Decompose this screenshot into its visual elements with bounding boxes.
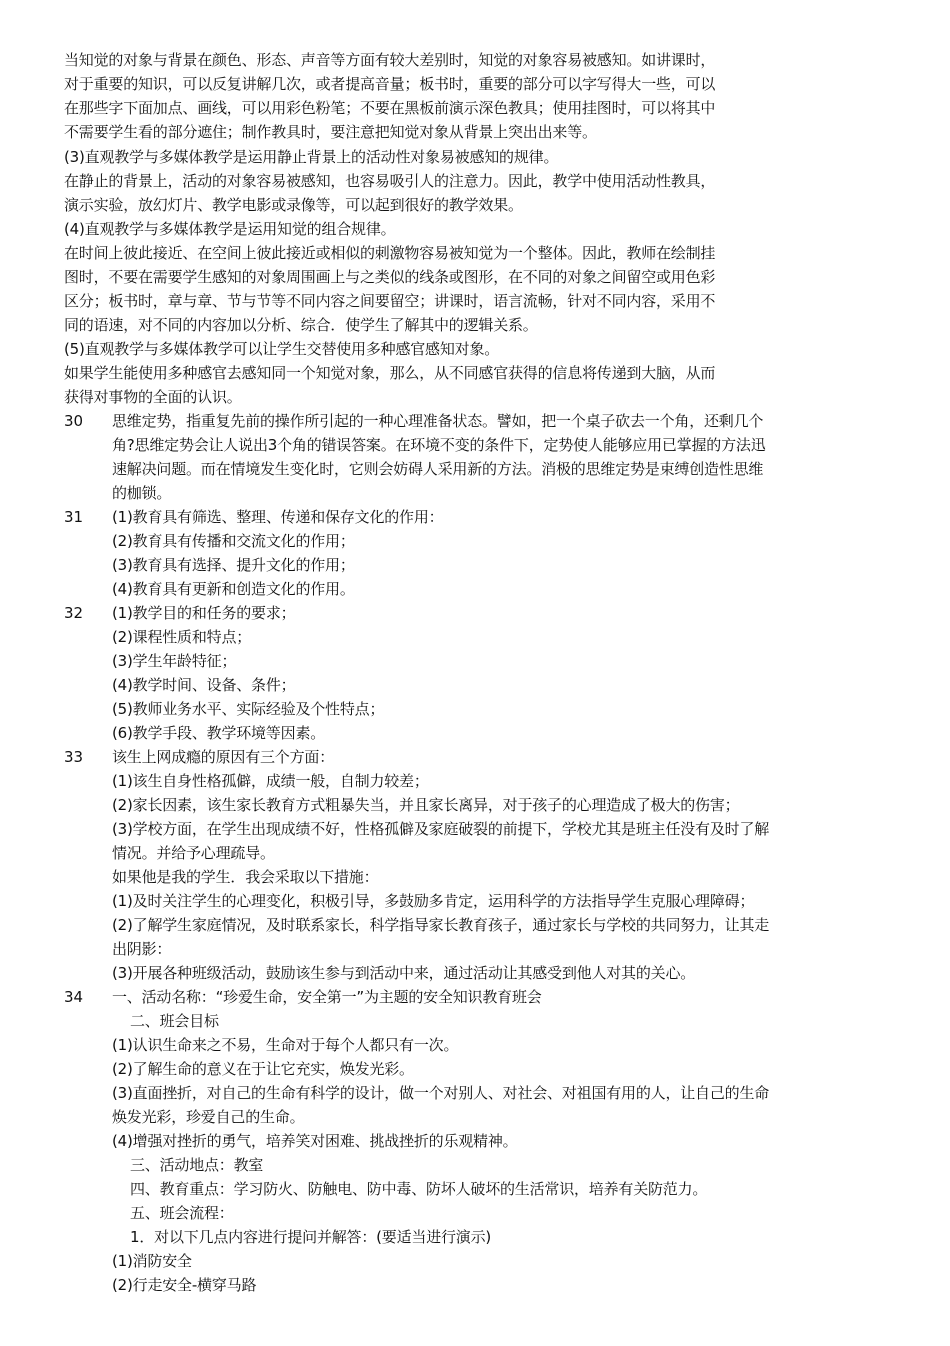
q32-line-3: (3)学生年龄特征； [112,652,237,670]
question-number-30: 30 [64,412,84,430]
q32-line-1: (1)教学目的和任务的要求； [112,604,296,622]
intro-p5-line-1: 如果学生能使用多种感官去感知同一个知觉对象，那么，从不同感官获得的信息将传递到大脑，从而 [64,364,716,382]
q34-goal-4: (4)增强对挫折的勇气，培养笑对困难、挑战挫折的乐观精神。 [112,1132,518,1150]
intro-p4-line-4: 同的语速，对不同的内容加以分析、综合．使学生了解其中的逻辑关系。 [64,316,538,334]
q31-line-4: (4)教育具有更新和创造文化的作用。 [112,580,355,598]
question-number-34: 34 [64,988,84,1006]
question-number-32: 32 [64,604,84,622]
intro-p4-line-2: 图时，不要在需要学生感知的对象周围画上与之类似的线条或图形，在不同的对象之间留空或用色彩 [64,268,716,286]
q33-line-3: (2)家长因素，该生家长教育方式粗暴失当，并且家长离异，对于孩子的心理造成了极大的伤害； [112,796,740,814]
q32-line-6: (6)教学手段、教学环境等因素。 [112,724,326,742]
q34-item-fire-safety: (1)消防安全 [112,1252,192,1270]
q34-section-process: 五、班会流程： [130,1204,234,1222]
intro-p4-line-3: 区分；板书时，章与章、节与节等不同内容之间要留空；讲课时，语言流畅，针对不同内容，采用不 [64,292,716,310]
q34-process-step-1: 1．对以下几点内容进行提问并解答：(要适当进行演示) [130,1228,492,1246]
q34-section-focus: 四、教育重点：学习防火、防触电、防中毒、防坏人破坏的生活常识，培养有关防范力。 [130,1180,708,1198]
q34-section-location: 三、活动地点：教室 [130,1156,264,1174]
q33-line-5: 情况。并给予心理疏导。 [112,844,275,862]
q30-line-2: 角?思维定势会让人说出3个角的错误答案。在环境不变的条件下，定势使人能够应用已掌握的方法迅 [112,436,766,454]
q33-line-2: (1)该生自身性格孤僻，成绩一般，自制力较差； [112,772,429,790]
question-number-31: 31 [64,508,84,526]
intro-p5-line-2: 获得对事物的全面的认识。 [64,388,242,406]
heading-5: (5)直观教学与多媒体教学可以让学生交替使用多种感官感知对象。 [64,340,500,358]
q34-activity-name: 一、活动名称：“珍爱生命，安全第一”为主题的安全知识教育班会 [112,988,542,1006]
q33-line-8: (2)了解学生家庭情况，及时联系家长，科学指导家长教育孩子，通过家长与学校的共同努力，让其走 [112,916,770,934]
q34-goal-3: (3)直面挫折，对自己的生命有科学的设计，做一个对别人、对社会、对祖国有用的人，让自己的生命 [112,1084,770,1102]
intro-p1-line-2: 对于重要的知识，可以反复讲解几次，或者提高音量；板书时，重要的部分可以字写得大一些，可以 [64,75,716,93]
q32-line-4: (4)教学时间、设备、条件； [112,676,296,694]
q31-line-2: (2)教育具有传播和交流文化的作用； [112,532,355,550]
q34-goal-3-cont: 焕发光彩，珍爱自己的生命。 [112,1108,305,1126]
question-number-33: 33 [64,748,84,766]
intro-p3-line-1: 在静止的背景上，活动的对象容易被感知，也容易吸引人的注意力。因此，教学中使用活动性教具， [64,172,716,190]
q34-section-goals: 二、班会目标 [130,1012,219,1030]
q34-item-walking-safety: (2)行走安全-横穿马路 [112,1276,257,1294]
q31-line-1: (1)教育具有筛选、整理、传递和保存文化的作用： [112,508,444,526]
q32-line-5: (5)教师业务水平、实际经验及个性特点； [112,700,385,718]
q33-line-10: (3)开展各种班级活动，鼓励该生参与到活动中来，通过活动让其感受到他人对其的关心。 [112,964,696,982]
q33-line-7: (1)及时关注学生的心理变化，积极引导，多鼓励多肯定，运用科学的方法指导学生克服心理障碍； [112,892,755,910]
q33-line-1: 该生上网成瘾的原因有三个方面： [112,748,335,766]
heading-4: (4)直观教学与多媒体教学是运用知觉的组合规律。 [64,220,396,238]
q32-line-2: (2)课程性质和特点； [112,628,252,646]
intro-p1-line-4: 不需要学生看的部分遮住；制作教具时，要注意把知觉对象从背景上突出出来等。 [64,123,597,141]
intro-p3-line-2: 演示实验，放幻灯片、教学电影或录像等，可以起到很好的教学效果。 [64,196,523,214]
intro-p1-line-1: 当知觉的对象与背景在颜色、形态、声音等方面有较大差别时，知觉的对象容易被感知。如讲课时， [64,51,716,69]
heading-3: (3)直观教学与多媒体教学是运用静止背景上的活动性对象易被感知的规律。 [64,148,559,166]
q30-line-3: 速解决问题。而在情境发生变化时，它则会妨碍人采用新的方法。消极的思维定势是束缚创造性思维 [112,460,764,478]
q33-line-9: 出阴影： [112,940,172,958]
q34-goal-1: (1)认识生命来之不易，生命对于每个人都只有一次。 [112,1036,459,1054]
q33-line-6: 如果他是我的学生．我会采取以下措施： [112,868,379,886]
q33-line-4: (3)学校方面，在学生出现成绩不好，性格孤僻及家庭破裂的前提下，学校尤其是班主任没有及时了解 [112,820,770,838]
q34-goal-2: (2)了解生命的意义在于让它充实，焕发光彩。 [112,1060,414,1078]
q30-line-4: 的枷锁。 [112,484,172,502]
q31-line-3: (3)教育具有选择、提升文化的作用； [112,556,355,574]
intro-p1-line-3: 在那些字下面加点、画线，可以用彩色粉笔；不要在黑板前演示深色教具；使用挂图时，可以将其中 [64,99,716,117]
intro-p4-line-1: 在时间上彼此接近、在空间上彼此接近或相似的刺激物容易被知觉为一个整体。因此，教师在绘制挂 [64,244,716,262]
q30-line-1: 思维定势，指重复先前的操作所引起的一种心理准备状态。譬如，把一个桌子砍去一个角，还剩几个 [112,412,764,430]
